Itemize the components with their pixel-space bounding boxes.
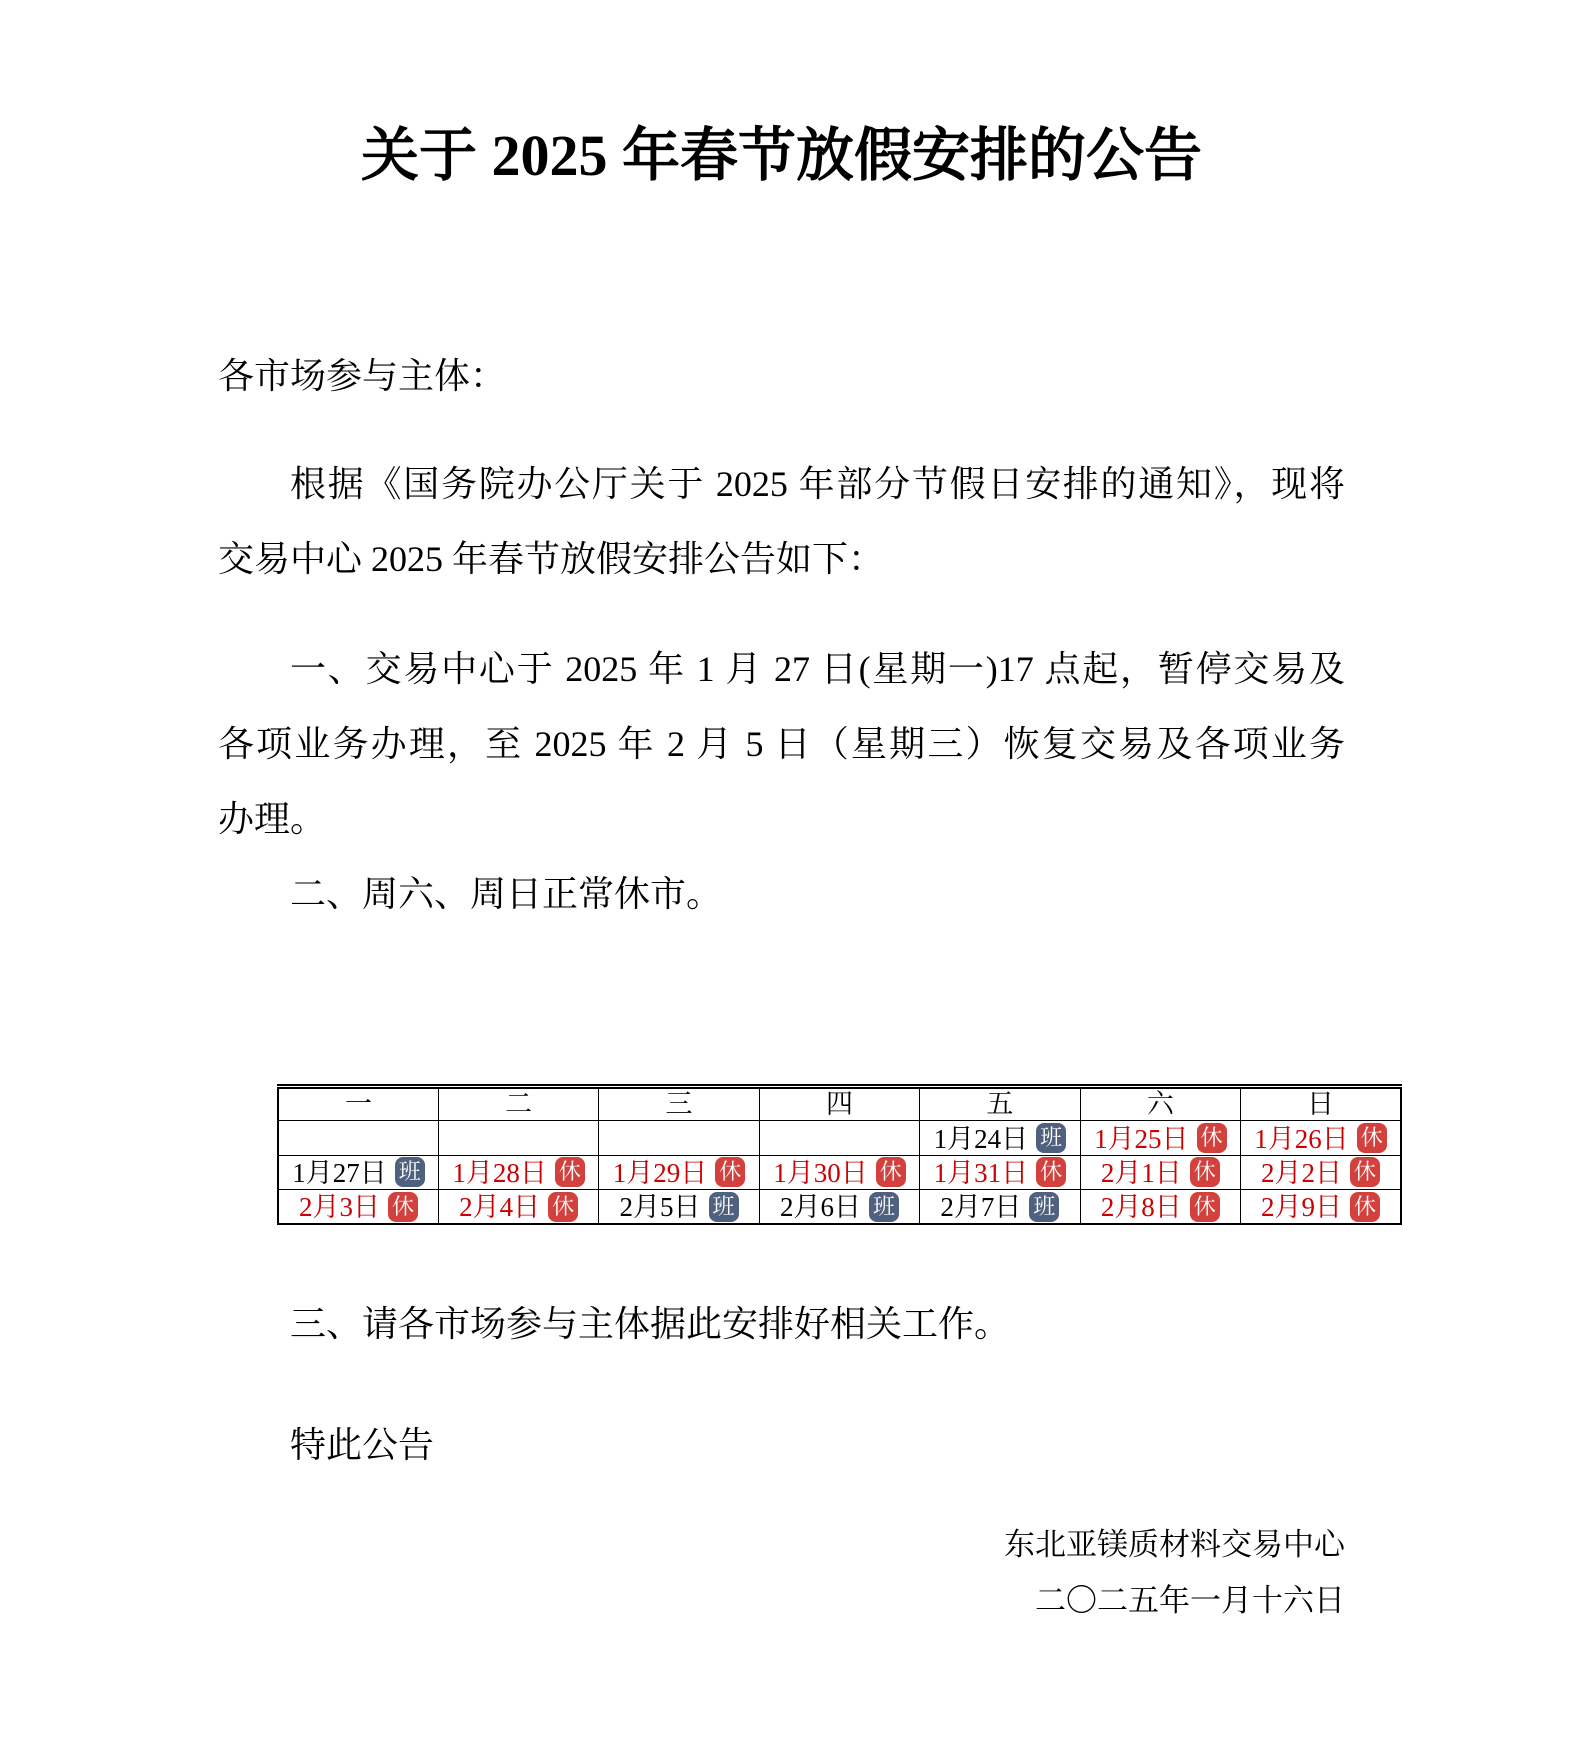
paragraph-item-1 <box>218 632 1345 857</box>
signature-organization: 东北亚镁质材料交易中心 <box>1004 1527 1345 1563</box>
rest-day-badge: 休 <box>1350 1192 1380 1222</box>
rest-day-badge: 休 <box>1197 1123 1227 1153</box>
text-line: 特此公告 <box>290 1425 435 1466</box>
holiday-calendar-table <box>277 1084 1402 1225</box>
calendar-day-cell <box>920 1155 1080 1189</box>
calendar-date: 2月1日 <box>1100 1157 1182 1188</box>
calendar-week-row <box>278 1121 1401 1155</box>
work-day-badge: 班 <box>869 1192 899 1222</box>
work-day-badge: 班 <box>395 1157 425 1187</box>
text-line: 各市场参与主体： <box>218 356 507 397</box>
weekday-header: 四 <box>759 1087 919 1121</box>
paragraph-intro <box>218 447 1345 597</box>
calendar-day-cell <box>1080 1189 1240 1224</box>
rest-day-badge: 休 <box>1350 1157 1380 1187</box>
rest-day-badge: 休 <box>548 1192 578 1222</box>
calendar-date: 1月29日 <box>612 1157 708 1188</box>
body-paragraphs-after-table <box>218 1287 1345 1483</box>
calendar-day-cell <box>1241 1121 1401 1155</box>
weekday-header: 五 <box>920 1087 1080 1121</box>
calendar-date: 1月28日 <box>452 1157 547 1188</box>
calendar-day-cell <box>759 1155 919 1189</box>
paragraph-closing <box>218 1408 1345 1483</box>
work-day-badge: 班 <box>1036 1123 1066 1153</box>
signature-date: 二〇二五年一月十六日 <box>1035 1583 1345 1619</box>
calendar-date: 2月3日 <box>298 1192 380 1223</box>
paragraph-salutation <box>218 339 1345 414</box>
text-line: 二、周六、周日正常休市。 <box>290 874 723 915</box>
calendar-day-cell <box>599 1155 759 1189</box>
calendar-date: 1月25日 <box>1094 1123 1189 1154</box>
weekday-header: 六 <box>1080 1087 1240 1121</box>
calendar-day-cell <box>759 1189 919 1224</box>
calendar-day-cell <box>599 1189 759 1224</box>
calendar-date: 1月30日 <box>773 1157 868 1188</box>
calendar-day-cell <box>1241 1155 1401 1189</box>
rest-day-badge: 休 <box>876 1157 906 1187</box>
rest-day-badge: 休 <box>1190 1157 1220 1187</box>
rest-day-badge: 休 <box>555 1157 585 1187</box>
calendar-date: 2月7日 <box>940 1192 1022 1223</box>
text-line: 交易中心 2025 年春节放假安排公告如下： <box>218 539 885 580</box>
calendar-date: 1月27日 <box>292 1157 387 1188</box>
calendar-date: 2月2日 <box>1261 1157 1343 1188</box>
text-line: 一、交易中心于 2025 年 1 月 27 日(星期一)17 点起，暂停交易及 <box>290 649 1345 690</box>
calendar-empty-cell <box>599 1121 759 1155</box>
body-paragraphs <box>218 339 1345 932</box>
calendar-day-cell <box>1080 1121 1240 1155</box>
rest-day-badge: 休 <box>388 1192 418 1222</box>
weekday-header: 三 <box>599 1087 759 1121</box>
rest-day-badge: 休 <box>1036 1157 1066 1187</box>
calendar-day-cell <box>438 1155 598 1189</box>
calendar-week-row <box>278 1189 1401 1224</box>
text-line: 办理。 <box>218 799 327 840</box>
calendar-day-cell <box>438 1189 598 1224</box>
rest-day-badge: 休 <box>715 1157 745 1187</box>
calendar-date: 2月6日 <box>779 1192 861 1223</box>
work-day-badge: 班 <box>1029 1192 1059 1222</box>
paragraph-item-3 <box>218 1287 1345 1362</box>
calendar-date: 2月8日 <box>1100 1192 1182 1223</box>
calendar-date: 2月5日 <box>619 1192 701 1223</box>
calendar-week-row <box>278 1155 1401 1189</box>
calendar-day-cell <box>920 1189 1080 1224</box>
signature-block <box>218 1517 1345 1629</box>
paragraph-item-2 <box>218 857 1345 932</box>
calendar-empty-cell <box>759 1121 919 1155</box>
calendar-day-cell <box>278 1189 438 1224</box>
work-day-badge: 班 <box>709 1192 739 1222</box>
calendar-day-cell <box>1241 1189 1401 1224</box>
calendar-empty-cell <box>438 1121 598 1155</box>
calendar-date: 1月26日 <box>1254 1123 1349 1154</box>
text-line: 根据《国务院办公厅关于 2025 年部分节假日安排的通知》，现将 <box>290 464 1345 505</box>
rest-day-badge: 休 <box>1190 1192 1220 1222</box>
calendar-day-cell <box>1080 1155 1240 1189</box>
text-line: 各项业务办理，至 2025 年 2 月 5 日（星期三）恢复交易及各项业务 <box>218 724 1345 765</box>
text-line: 三、请各市场参与主体据此安排好相关工作。 <box>290 1304 1011 1345</box>
calendar-date: 2月9日 <box>1261 1192 1343 1223</box>
calendar-day-cell <box>920 1121 1080 1155</box>
calendar-date: 1月24日 <box>933 1123 1029 1154</box>
document-title: 关于 2025 年春节放假安排的公告 <box>360 123 1202 188</box>
calendar-day-cell <box>278 1155 438 1189</box>
weekday-header: 日 <box>1241 1087 1401 1121</box>
weekday-header: 一 <box>278 1087 438 1121</box>
calendar-header-row <box>278 1087 1401 1121</box>
holiday-calendar-wrapper <box>277 1084 1383 1225</box>
rest-day-badge: 休 <box>1357 1123 1387 1153</box>
calendar-empty-cell <box>278 1121 438 1155</box>
calendar-date: 2月4日 <box>459 1192 541 1223</box>
calendar-date: 1月31日 <box>933 1157 1029 1188</box>
weekday-header: 二 <box>438 1087 598 1121</box>
